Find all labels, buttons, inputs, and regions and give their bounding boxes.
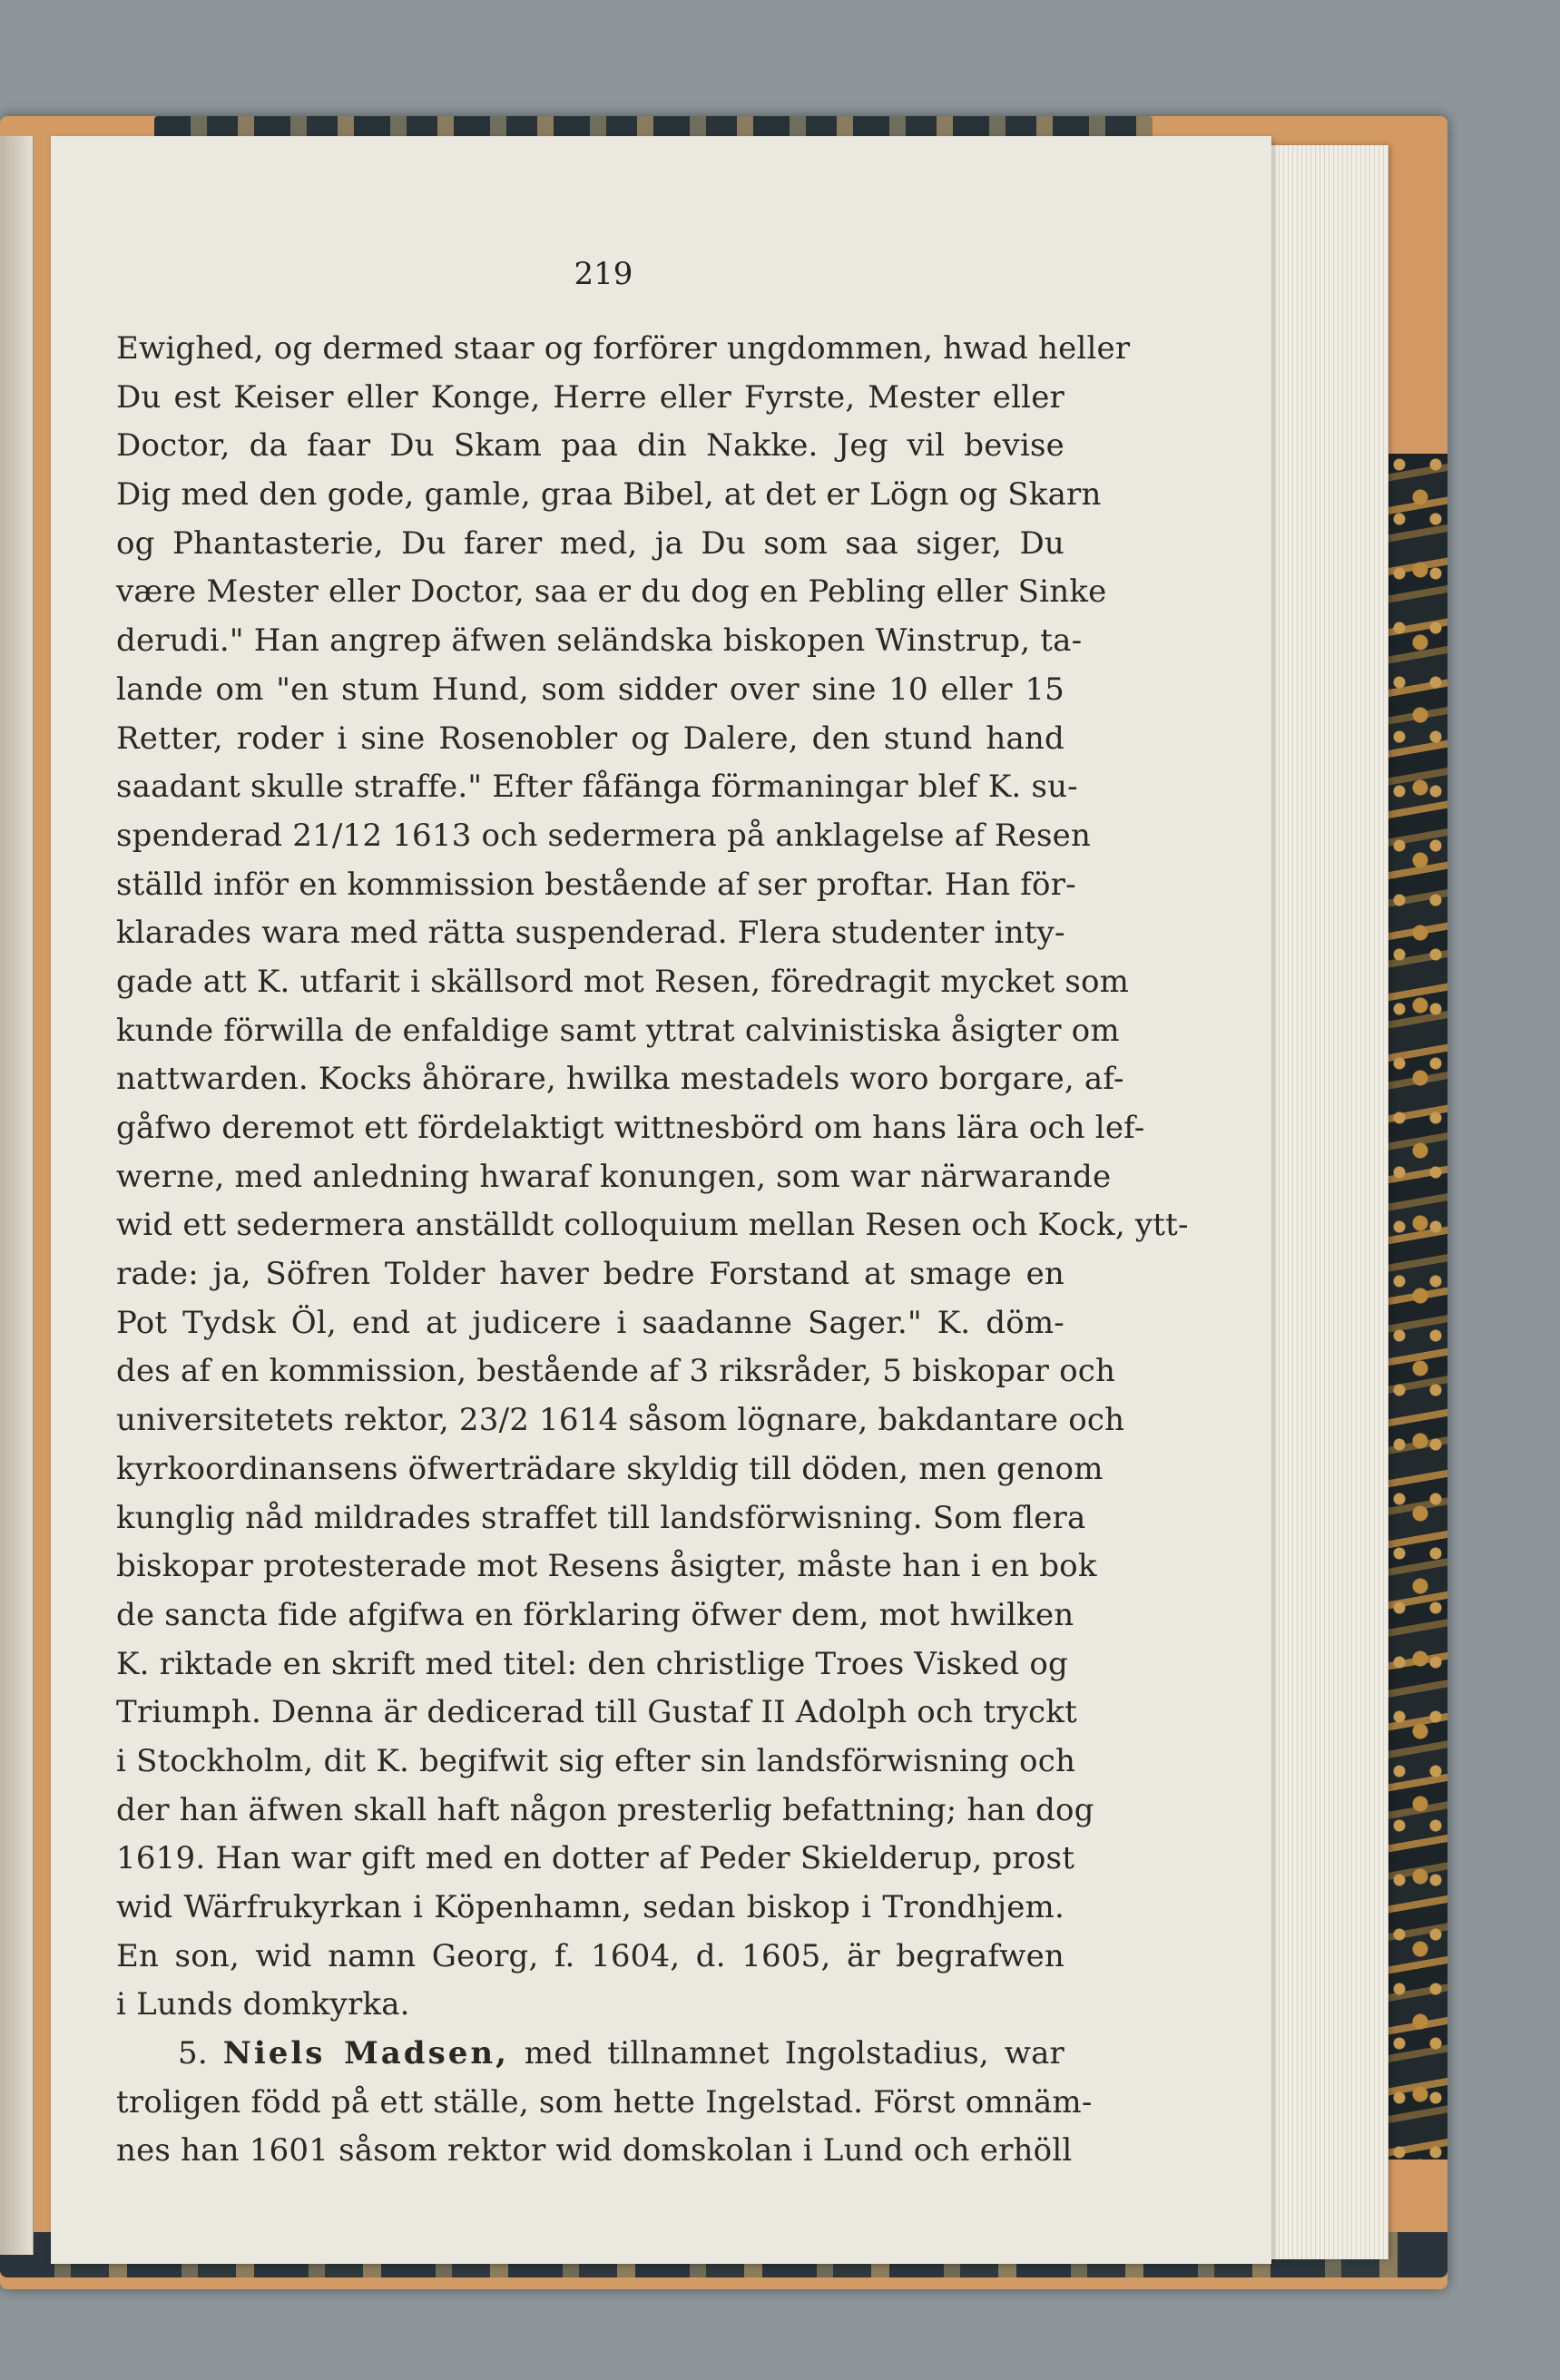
text-line: i Lunds domkyrka. (116, 1986, 410, 2023)
text-line: wid Wärfrukyrkan i Köpenhamn, sedan biskop i Trondhjem. (116, 1889, 1065, 1925)
page-number: 219 (574, 256, 633, 292)
text-line: gade att K. utfarit i skällsord mot Resen, föredragit mycket som (116, 963, 1130, 1000)
text-line: En son, wid namn Georg, f. 1604, d. 1605, är begrafwen (116, 1937, 1065, 1974)
text-line: wid ett sedermera anställdt colloquium mellan Resen och Kock, ytt- (116, 1207, 1189, 1244)
text-line: Doctor, da faar Du Skam paa din Nakke. Jeg vil bevise (116, 427, 1065, 465)
text-line: spenderad 21/12 1613 och sedermera på anklagelse af Resen (116, 817, 1092, 854)
text-line: werne, med anledning hwaraf konungen, som war närwarande (116, 1158, 1112, 1195)
entry-number: 5. (178, 2035, 208, 2072)
entry-heading (116, 2030, 1065, 2079)
text-line: derudi." Han angrep äfwen seländska biskopen Winstrup, ta- (116, 622, 1083, 660)
text-line: Ewighed, og dermed staar og forförer ungdommen, hwad heller (116, 330, 1131, 367)
marbled-endpaper (1388, 454, 1447, 2160)
text-line: være Mester eller Doctor, saa er du dog en Pebling eller Sinke (116, 573, 1107, 611)
text-line: lande om "en stum Hund, som sidder over sine 10 eller 15 (116, 671, 1065, 708)
text-line: K. riktade en skrift med titel: den christlige Troes Visked og (116, 1645, 1069, 1682)
text-line: i Stockholm, dit K. begifwit sig efter sin landsförwisning och (116, 1742, 1076, 1779)
text-line: rade: ja, Söfren Tolder haver bedre Forstand at smage en (116, 1256, 1065, 1293)
text-line: kunde förwilla de enfaldige samt yttrat calvinistiska åsigter om (116, 1012, 1120, 1049)
text-line: kunglig nåd mildrades straffet till landsförwisning. Som flera (116, 1499, 1086, 1536)
left-page-edge (0, 136, 34, 2255)
text-line: gåfwo deremot ett fördelaktigt wittnesbörd om hans lära och lef- (116, 1110, 1145, 1146)
text-line: nattwarden. Kocks åhörare, hwilka mestadels woro borgare, af- (116, 1061, 1124, 1098)
text-line: Dig med den gode, gamle, graa Bibel, at det er Lögn og Skarn (116, 476, 1102, 514)
page-edges (1261, 145, 1388, 2259)
entry-heading-text: med tillnamnet Ingolstadius, war (524, 2035, 1065, 2072)
text-line: Triumph. Denna är dedicerad till Gustaf II Adolph och tryckt (116, 1694, 1077, 1731)
text-line: klarades wara med rätta suspenderad. Flera studenter inty- (116, 915, 1065, 952)
text-line: der han äfwen skall haft någon presterlig befattning; han dog (116, 1791, 1094, 1828)
text-line: troligen född på ett ställe, som hette Ingelstad. Först omnäm- (116, 2083, 1093, 2120)
book-page (51, 136, 1271, 2264)
text-line: saadant skulle straffe." Efter fåfänga förmaningar blef K. su- (116, 769, 1078, 806)
entry-name: Niels Madsen, (222, 2035, 509, 2072)
text-line: nes han 1601 såsom rektor wid domskolan i Lund och erhöll (116, 2132, 1073, 2169)
text-line: Du est Keiser eller Konge, Herre eller Fyrste, Mester eller (116, 378, 1065, 416)
text-line: Pot Tydsk Öl, end at judicere i saadanne Sager." K. döm- (116, 1304, 1065, 1341)
text-line: Retter, roder i sine Rosenobler og Dalere, den stund hand (116, 720, 1065, 757)
page-text (116, 325, 1189, 2176)
text-line: universitetets rektor, 23/2 1614 såsom lögnare, bakdantare och (116, 1402, 1125, 1439)
text-line: ställd inför en kommission bestående af ser proftar. Han för- (116, 866, 1076, 903)
text-line: de sancta fide afgifwa en förklaring öfwer dem, mot hwilken (116, 1596, 1074, 1633)
text-line: og Phantasterie, Du farer med, ja Du som saa siger, Du (116, 524, 1065, 562)
text-line: 1619. Han war gift med en dotter af Peder Skielderup, prost (116, 1840, 1075, 1877)
text-line: kyrkoordinansens öfwerträdare skyldig till döden, men genom (116, 1450, 1104, 1487)
text-line: biskopar protesterade mot Resens åsigter, måste han i en bok (116, 1548, 1097, 1585)
text-line: des af en kommission, bestående af 3 riksråder, 5 biskopar och (116, 1353, 1116, 1390)
